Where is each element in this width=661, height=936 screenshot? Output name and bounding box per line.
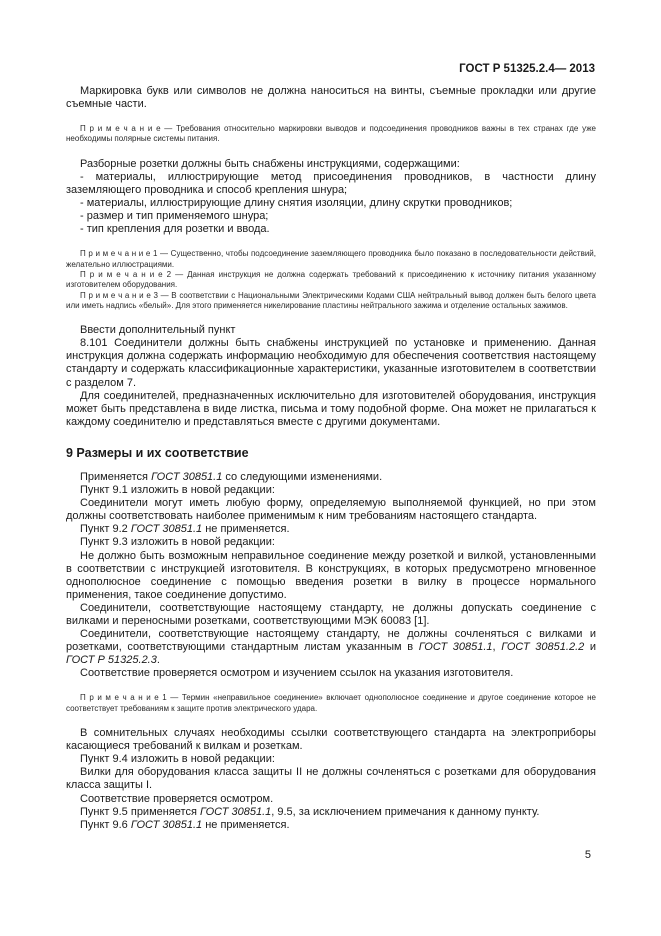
- list-item: - размер и тип применяемого шнура;: [80, 210, 269, 223]
- page-header: ГОСТ Р 51325.2.4— 2013: [459, 63, 595, 75]
- paragraph-9-3-b: Соединители, соответствующие настоящему стандарту, не должны допускать соединение с вилками и переносными розетками, соответствующими МЭК 60083 [1].: [66, 601, 596, 627]
- paragraph-9-3-c: Соединители, соответствующие настоящему стандарту, не должны сочленяться с вилками и розетками, соответствующими стандартным листам указанным в ГОСТ 30851.1, ГОСТ 30851.2.2 и ГОСТ Р 51325.2.3.: [66, 628, 597, 667]
- paragraph-9-3-cmd: Пункт 9.3 изложить в новой редакции:: [80, 536, 275, 549]
- note-3: П р и м е ч а н и е 3 — В соответствии с Национальными Электрическими Кодами США нейтральный вывод должен быть белого цвета или иметь надпись «белый». Для этого применяется никелирование пластины нейтрального зажима и отделение остальных зажимов.: [66, 290, 596, 310]
- paragraph-9-4-text: Вилки для оборудования класса защиты II не должны сочленяться с розетками для оборудования класса защиты I.: [66, 766, 596, 792]
- paragraph-9-5: Пункт 9.5 применяется ГОСТ 30851.1, 9.5, за исключением примечания к данному пункту.: [80, 805, 540, 818]
- paragraph-marking: Маркировка букв или символов не должна наноситься на винты, съемные прокладки или другие съемные части.: [66, 85, 596, 111]
- list-item: - материалы, иллюстрирующие длину снятия изоляции, длину скрутки проводников;: [80, 197, 513, 210]
- paragraph-check-inspect: Соответствие проверяется осмотром и изучением ссылок на указания изготовителя.: [80, 667, 514, 680]
- note-polarity: П р и м е ч а н и е — Требования относительно маркировки выводов и подсоединения проводников важны в тех странах где уже необходимы полярные системы питания.: [66, 124, 596, 144]
- paragraph-add-item: Ввести дополнительный пункт: [80, 324, 236, 337]
- paragraph-doubt: В сомнительных случаях необходимы ссылки соответствующего стандарта на электроприборы касающиеся требований к вилкам и розеткам.: [66, 727, 596, 753]
- paragraph-9-2: Пункт 9.2 ГОСТ 30851.1 не применяется.: [80, 523, 290, 536]
- paragraph-9-1-cmd: Пункт 9.1 изложить в новой редакции:: [80, 484, 275, 497]
- paragraph-9-6: Пункт 9.6 ГОСТ 30851.1 не применяется.: [80, 818, 290, 831]
- list-item: - материалы, иллюстрирующие метод присоединения проводников, в частности длину заземляющего проводника и способ крепления шнура;: [66, 170, 596, 196]
- paragraph-makers: Для соединителей, предназначенных исключительно для изготовителей оборудования, инструкция может быть представлена в виде листка, письма и тому подобной форме. Она может не прилагаться к каждому соединителю и представляться вместе с другими документами.: [66, 389, 596, 428]
- paragraph-collapsible: Разборные розетки должны быть снабжены инструкциями, содержащими:: [80, 157, 460, 170]
- page-number: 5: [584, 849, 591, 861]
- paragraph-9-1-text: Соединители могут иметь любую форму, определяемую выполняемой функцией, но при этом должны соответствовать наиболее применимым к ним требованиям настоящего стандарта.: [66, 497, 596, 523]
- page-body: [66, 85, 596, 832]
- paragraph-applies: Применяется ГОСТ 30851.1 со следующими изменениями.: [80, 470, 383, 483]
- paragraph-9-4-cmd: Пункт 9.4 изложить в новой редакции:: [80, 753, 275, 766]
- note-2: П р и м е ч а н и е 2 — Данная инструкция не должна содержать требований к присоединению к источнику питания указанному изготовителем оборудования.: [66, 269, 596, 290]
- list-item: - тип крепления для розетки и ввода.: [80, 223, 270, 236]
- section-title: 9 Размеры и их соответствие: [66, 445, 249, 460]
- note-wrong-connection: П р и м е ч а н и е 1 — Термин «неправильное соединение» включает однополюсное соединение и другое соединение которое не соответствует требованиям к защите против электрического удара.: [66, 693, 596, 713]
- note-1: П р и м е ч а н и е 1 — Существенно, чтобы подсоединение заземляющего проводника было показано в последовательности действий, желательно иллюстрациями.: [66, 249, 596, 269]
- paragraph-8-101: 8.101 Соединители должны быть снабжены инструкцией по установке и применению. Данная инструкция должна содержать информацию необходимую для обеспечения соответствия настоящему стандарту и содержать классификационные характеристики, указанные изготовителем в соответствии с разделом 7.: [66, 337, 596, 389]
- paragraph-9-3-text: Не должно быть возможным неправильное соединение между розеткой и вилкой, установленными в соответствии с инструкцией изготовителя. В конструкциях, в которых предусмотрено мгновенное однополюсное соединение с помощью введения розетки в вилку в процессе нормального применения, такое соединение допустимо.: [66, 549, 596, 601]
- paragraph-check-simple: Соответствие проверяется осмотром.: [80, 792, 274, 805]
